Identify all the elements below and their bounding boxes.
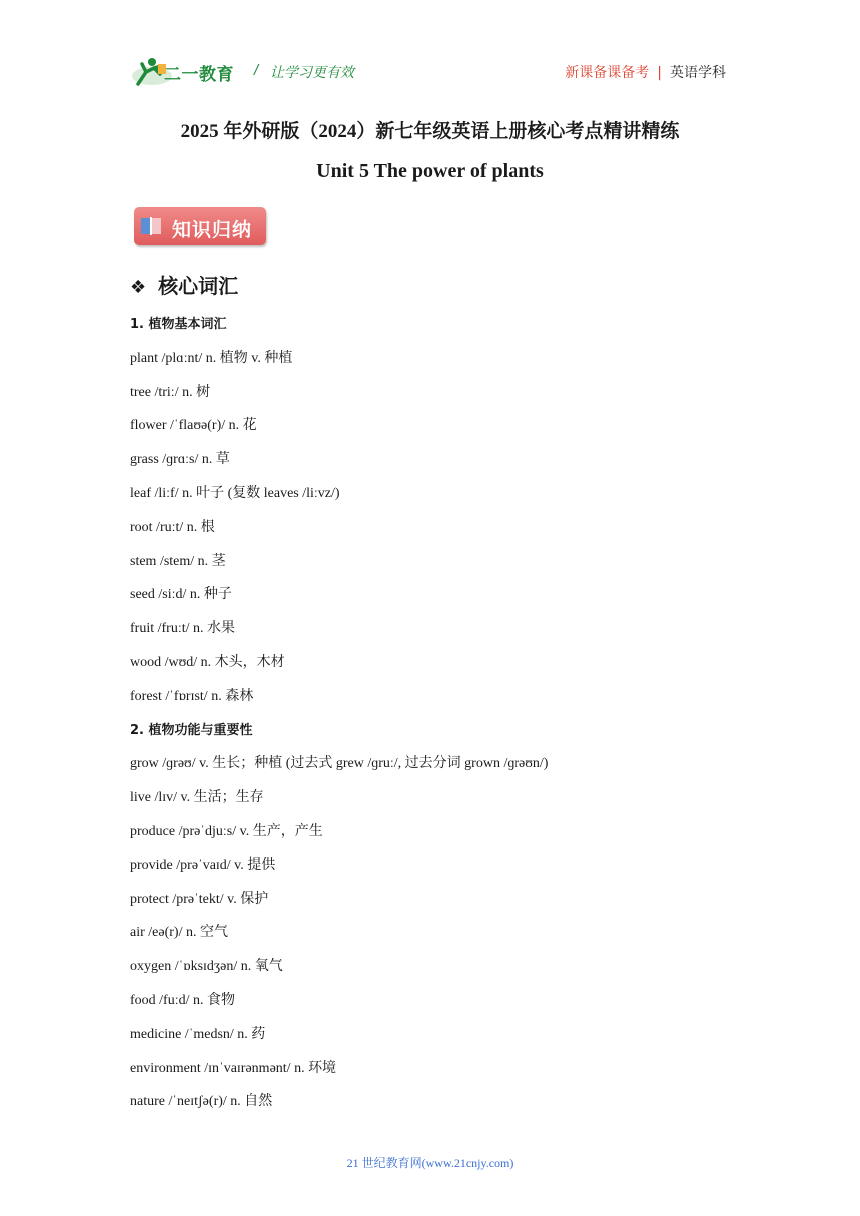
header-subject-label: 英语学科 [670, 65, 726, 81]
vocab-entry: food /fuːd/ n. 食物 [130, 992, 235, 1008]
vocab-entry: stem /stem/ n. 茎 [130, 553, 226, 569]
vocab-entry: protect /prəˈtekt/ v. 保护 [130, 891, 269, 907]
header-course-label: 新课备课备考 [565, 65, 650, 81]
vocab-entry: wood /wʊd/ n. 木头，木材 [130, 654, 285, 670]
vocab-entry: provide /prəˈvaɪd/ v. 提供 [130, 857, 276, 873]
vocab-entry: grow /ɡrəʊ/ v. 生长；种植 (过去式 grew /ɡruː/, 过去分词 grown /ɡrəʊn/) [130, 756, 549, 772]
section-heading [130, 270, 238, 299]
document-title: 2025 年外研版（2024）新七年级英语上册核心考点精讲精练 [180, 121, 680, 142]
vocab-entry: medicine /ˈmedsn/ n. 药 [130, 1026, 266, 1042]
vocab-entry: forest /ˈfɒrɪst/ n. 森林 [130, 688, 254, 704]
logo-text: 二一教育 [164, 65, 234, 84]
vocab-entry: air /eə(r)/ n. 空气 [130, 925, 228, 941]
subsection-heading: 1. 植物基本词汇 [130, 317, 227, 332]
vocab-entry: tree /triː/ n. 树 [130, 384, 211, 400]
vocab-entry: plant /plɑːnt/ n. 植物 v. 种植 [130, 350, 293, 366]
page-footer: 21 世纪教育网(www.21cnjy.com) [346, 1156, 514, 1170]
vocab-entry: fruit /fruːt/ n. 水果 [130, 621, 235, 637]
subsection-heading: 2. 植物功能与重要性 [130, 722, 253, 738]
vocab-entry: grass /ɡrɑːs/ n. 草 [130, 452, 230, 468]
header-divider: | [657, 65, 662, 81]
vocab-entry: root /ruːt/ n. 根 [130, 519, 215, 535]
vocab-entry: oxygen /ˈɒksɪdʒən/ n. 氧气 [130, 959, 283, 975]
vocabulary-list [130, 314, 730, 1125]
vocab-entry: produce /prəˈdjuːs/ v. 生产，产生 [130, 823, 323, 839]
vocab-entry: seed /siːd/ n. 种子 [130, 587, 232, 603]
header-subject [565, 62, 726, 82]
vocab-entry: live /lɪv/ v. 生活；生存 [130, 790, 264, 806]
slogan: 让学习更有效 [270, 65, 354, 81]
unit-title: Unit 5 The power of plants [316, 160, 544, 182]
vocab-entry: flower /ˈflaʊə(r)/ n. 花 [130, 418, 257, 434]
slogan-separator: / [254, 62, 259, 79]
section-heading-label: 核心词汇 [158, 274, 239, 298]
diamond-bullet-icon: ❖ [130, 277, 147, 298]
banner-label: 知识归纳 [172, 219, 253, 241]
vocab-entry: environment /ɪnˈvaɪrənmənt/ n. 环境 [130, 1060, 337, 1076]
book-icon [140, 215, 162, 237]
vocab-entry: nature /ˈneɪtʃə(r)/ n. 自然 [130, 1094, 273, 1110]
section-banner [134, 207, 266, 245]
vocab-entry: leaf /liːf/ n. 叶子 (复数 leaves /liːvz/) [130, 485, 340, 501]
page-header [130, 52, 726, 92]
